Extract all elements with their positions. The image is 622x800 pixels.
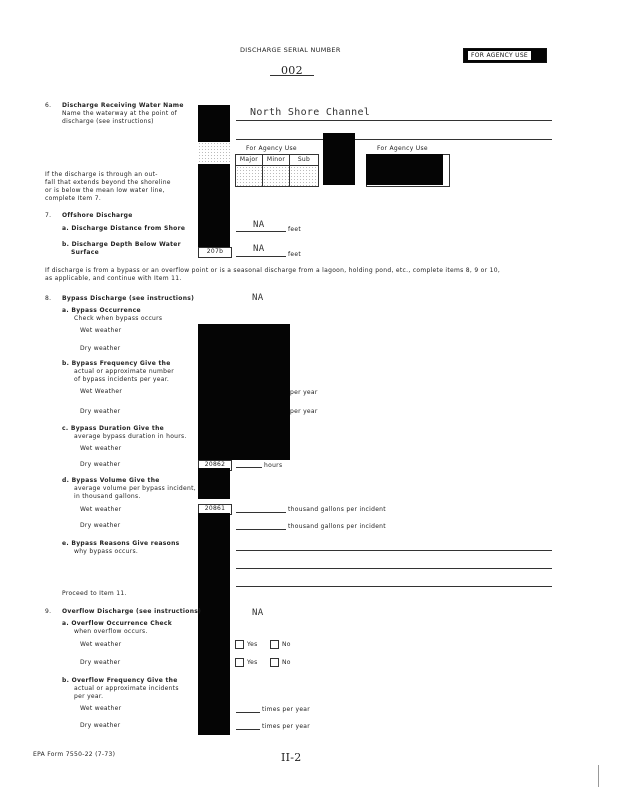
item7-title: Offshore Discharge: [62, 212, 133, 219]
item9b-desc-1: actual or approximate incidents: [74, 685, 179, 692]
item9a-wet-no[interactable]: No: [270, 640, 291, 649]
item7b-label-1: b. Discharge Depth Below Water: [62, 241, 181, 248]
serial-number-value: 002: [281, 64, 303, 77]
item9-number: 9.: [45, 608, 52, 615]
col-sub: Sub: [297, 156, 311, 163]
redaction-block: [198, 105, 230, 142]
item7b-label-2: Surface: [71, 249, 99, 256]
item8c-dry: Dry weather: [80, 461, 121, 468]
redaction-block: [323, 133, 355, 185]
item8e-line-2: [236, 568, 552, 569]
item9a-dry: Dry weather: [80, 659, 121, 666]
item9a-dry-no[interactable]: No: [270, 658, 291, 667]
item7b-value: NA: [253, 244, 265, 254]
item8e-line-3: [236, 586, 552, 587]
item6-note-2: fall that extends beyond the shoreline: [45, 179, 171, 186]
serial-underline: [270, 75, 314, 76]
item8d-dry-line: [236, 529, 286, 530]
item6-number: 6.: [45, 102, 52, 109]
item8b-title: b. Bypass Frequency Give the: [62, 360, 171, 367]
item6-note-3: or is below the mean low water line,: [45, 187, 165, 194]
shaded-area: [198, 142, 230, 164]
item9b-wet: Wet weather: [80, 705, 122, 712]
redaction-block: [198, 324, 290, 460]
checkbox[interactable]: [270, 640, 279, 649]
item8b-dry-unit: per year: [290, 408, 318, 415]
item8e-title: e. Bypass Reasons Give reasons: [62, 540, 180, 547]
serial-number-title: DISCHARGE SERIAL NUMBER: [240, 46, 341, 54]
item8d-dry-unit: thousand gallons per incident: [288, 523, 386, 530]
water-name-line-2: [236, 139, 552, 140]
item9b-wet-unit: times per year: [262, 706, 311, 713]
redaction-block: [198, 468, 230, 499]
scan-mark: [598, 765, 599, 787]
col-minor: Minor: [263, 155, 290, 165]
item8d-code: 20861: [198, 504, 232, 515]
item8d-wet: Wet weather: [80, 506, 122, 513]
redaction-block: [198, 513, 230, 735]
item8a-dry: Dry weather: [80, 345, 121, 352]
item7b-line: [236, 256, 286, 257]
bypass-note-1: If discharge is from a bypass or an overflow point or is a seasonal discharge from a lagoon, holding pond, etc., complete items 8, 9 or 10,: [45, 267, 501, 274]
redaction-block: [366, 154, 443, 185]
item8a-wet: Wet weather: [80, 327, 122, 334]
item8e-line-1: [236, 550, 552, 551]
item8c-wet: Wet weather: [80, 445, 122, 452]
checkbox[interactable]: [235, 658, 244, 667]
item9b-wet-line: [236, 712, 260, 713]
item9-title: Overflow Discharge (see instructions): [62, 608, 202, 615]
item8c-desc: average bypass duration in hours.: [74, 433, 187, 440]
item6-note-1: If the discharge is through an out-: [45, 171, 158, 178]
item9b-desc-2: per year.: [74, 693, 104, 700]
item8-number: 8.: [45, 295, 52, 302]
item8c-code: 20862: [198, 460, 232, 471]
item8b-dry: Dry weather: [80, 408, 121, 415]
checkbox[interactable]: [270, 658, 279, 667]
item8-proceed: Proceed to Item 11.: [62, 590, 127, 597]
item8d-desc-1: average volume per bypass incident,: [74, 485, 196, 492]
item7a-unit: feet: [288, 226, 302, 233]
item8b-wet-unit: per year: [290, 389, 318, 396]
bypass-note-2: as applicable, and continue with Item 11.: [45, 275, 182, 282]
item8e-desc: why bypass occurs.: [74, 548, 139, 555]
agency-use-box: [463, 48, 547, 63]
item6-note-4: complete Item 7.: [45, 195, 102, 202]
col-major: Major: [236, 155, 263, 165]
page-number: II-2: [281, 751, 302, 764]
item8c-line: [236, 467, 262, 468]
item9a-wet-yes[interactable]: Yes: [235, 640, 258, 649]
item9-value: NA: [252, 608, 264, 618]
item8a-desc: Check when bypass occurs: [74, 315, 163, 322]
item7a-line: [236, 231, 286, 232]
item9a-desc: when overflow occurs.: [74, 628, 148, 635]
item9a-dry-yes[interactable]: Yes: [235, 658, 258, 667]
item9a-wet: Wet weather: [80, 641, 122, 648]
item8b-desc-1: actual or approximate number: [74, 368, 175, 375]
item8d-title: d. Bypass Volume Give the: [62, 477, 160, 484]
agency-use-label: FOR AGENCY USE: [468, 51, 531, 60]
item9b-title: b. Overflow Frequency Give the: [62, 677, 178, 684]
item8d-dry: Dry weather: [80, 522, 121, 529]
item8-value: NA: [252, 293, 264, 303]
receiving-water-name: North Shore Channel: [250, 107, 371, 118]
agency-use-label-1: For Agency Use: [246, 145, 297, 152]
item8d-wet-unit: thousand gallons per incident: [288, 506, 386, 513]
item6-desc-1: Name the waterway at the point of: [62, 110, 178, 117]
item8b-wet: Wet Weather: [80, 388, 123, 395]
item7a-value: NA: [253, 220, 265, 230]
item9b-dry-unit: times per year: [262, 723, 311, 730]
item6-desc-2: discharge (see instructions): [62, 118, 154, 125]
item7-number: 7.: [45, 212, 52, 219]
agency-use-label-2: For Agency Use: [377, 145, 428, 152]
item8a-title: a. Bypass Occurrence: [62, 307, 141, 314]
item6-title: Discharge Receiving Water Name: [62, 102, 184, 109]
item9b-dry: Dry weather: [80, 722, 121, 729]
item8d-wet-line: [236, 512, 286, 513]
water-name-line: [236, 120, 552, 121]
item8c-title: c. Bypass Duration Give the: [62, 425, 165, 432]
item8d-desc-2: in thousand gallons.: [74, 493, 141, 500]
item8c-unit: hours: [264, 462, 283, 469]
item8-title: Bypass Discharge (see instructions): [62, 295, 195, 302]
item7a-label: a. Discharge Distance from Shore: [62, 225, 186, 232]
redaction-block: [198, 164, 230, 247]
item8b-desc-2: of bypass incidents per year.: [74, 376, 170, 383]
item7b-code: 207b: [198, 247, 232, 258]
agency-use-table: [235, 154, 319, 187]
item7b-unit: feet: [288, 251, 302, 258]
item9b-dry-line: [236, 729, 260, 730]
form-number: EPA Form 7550-22 (7-73): [33, 751, 116, 758]
checkbox[interactable]: [235, 640, 244, 649]
item9a-title: a. Overflow Occurrence Check: [62, 620, 173, 627]
